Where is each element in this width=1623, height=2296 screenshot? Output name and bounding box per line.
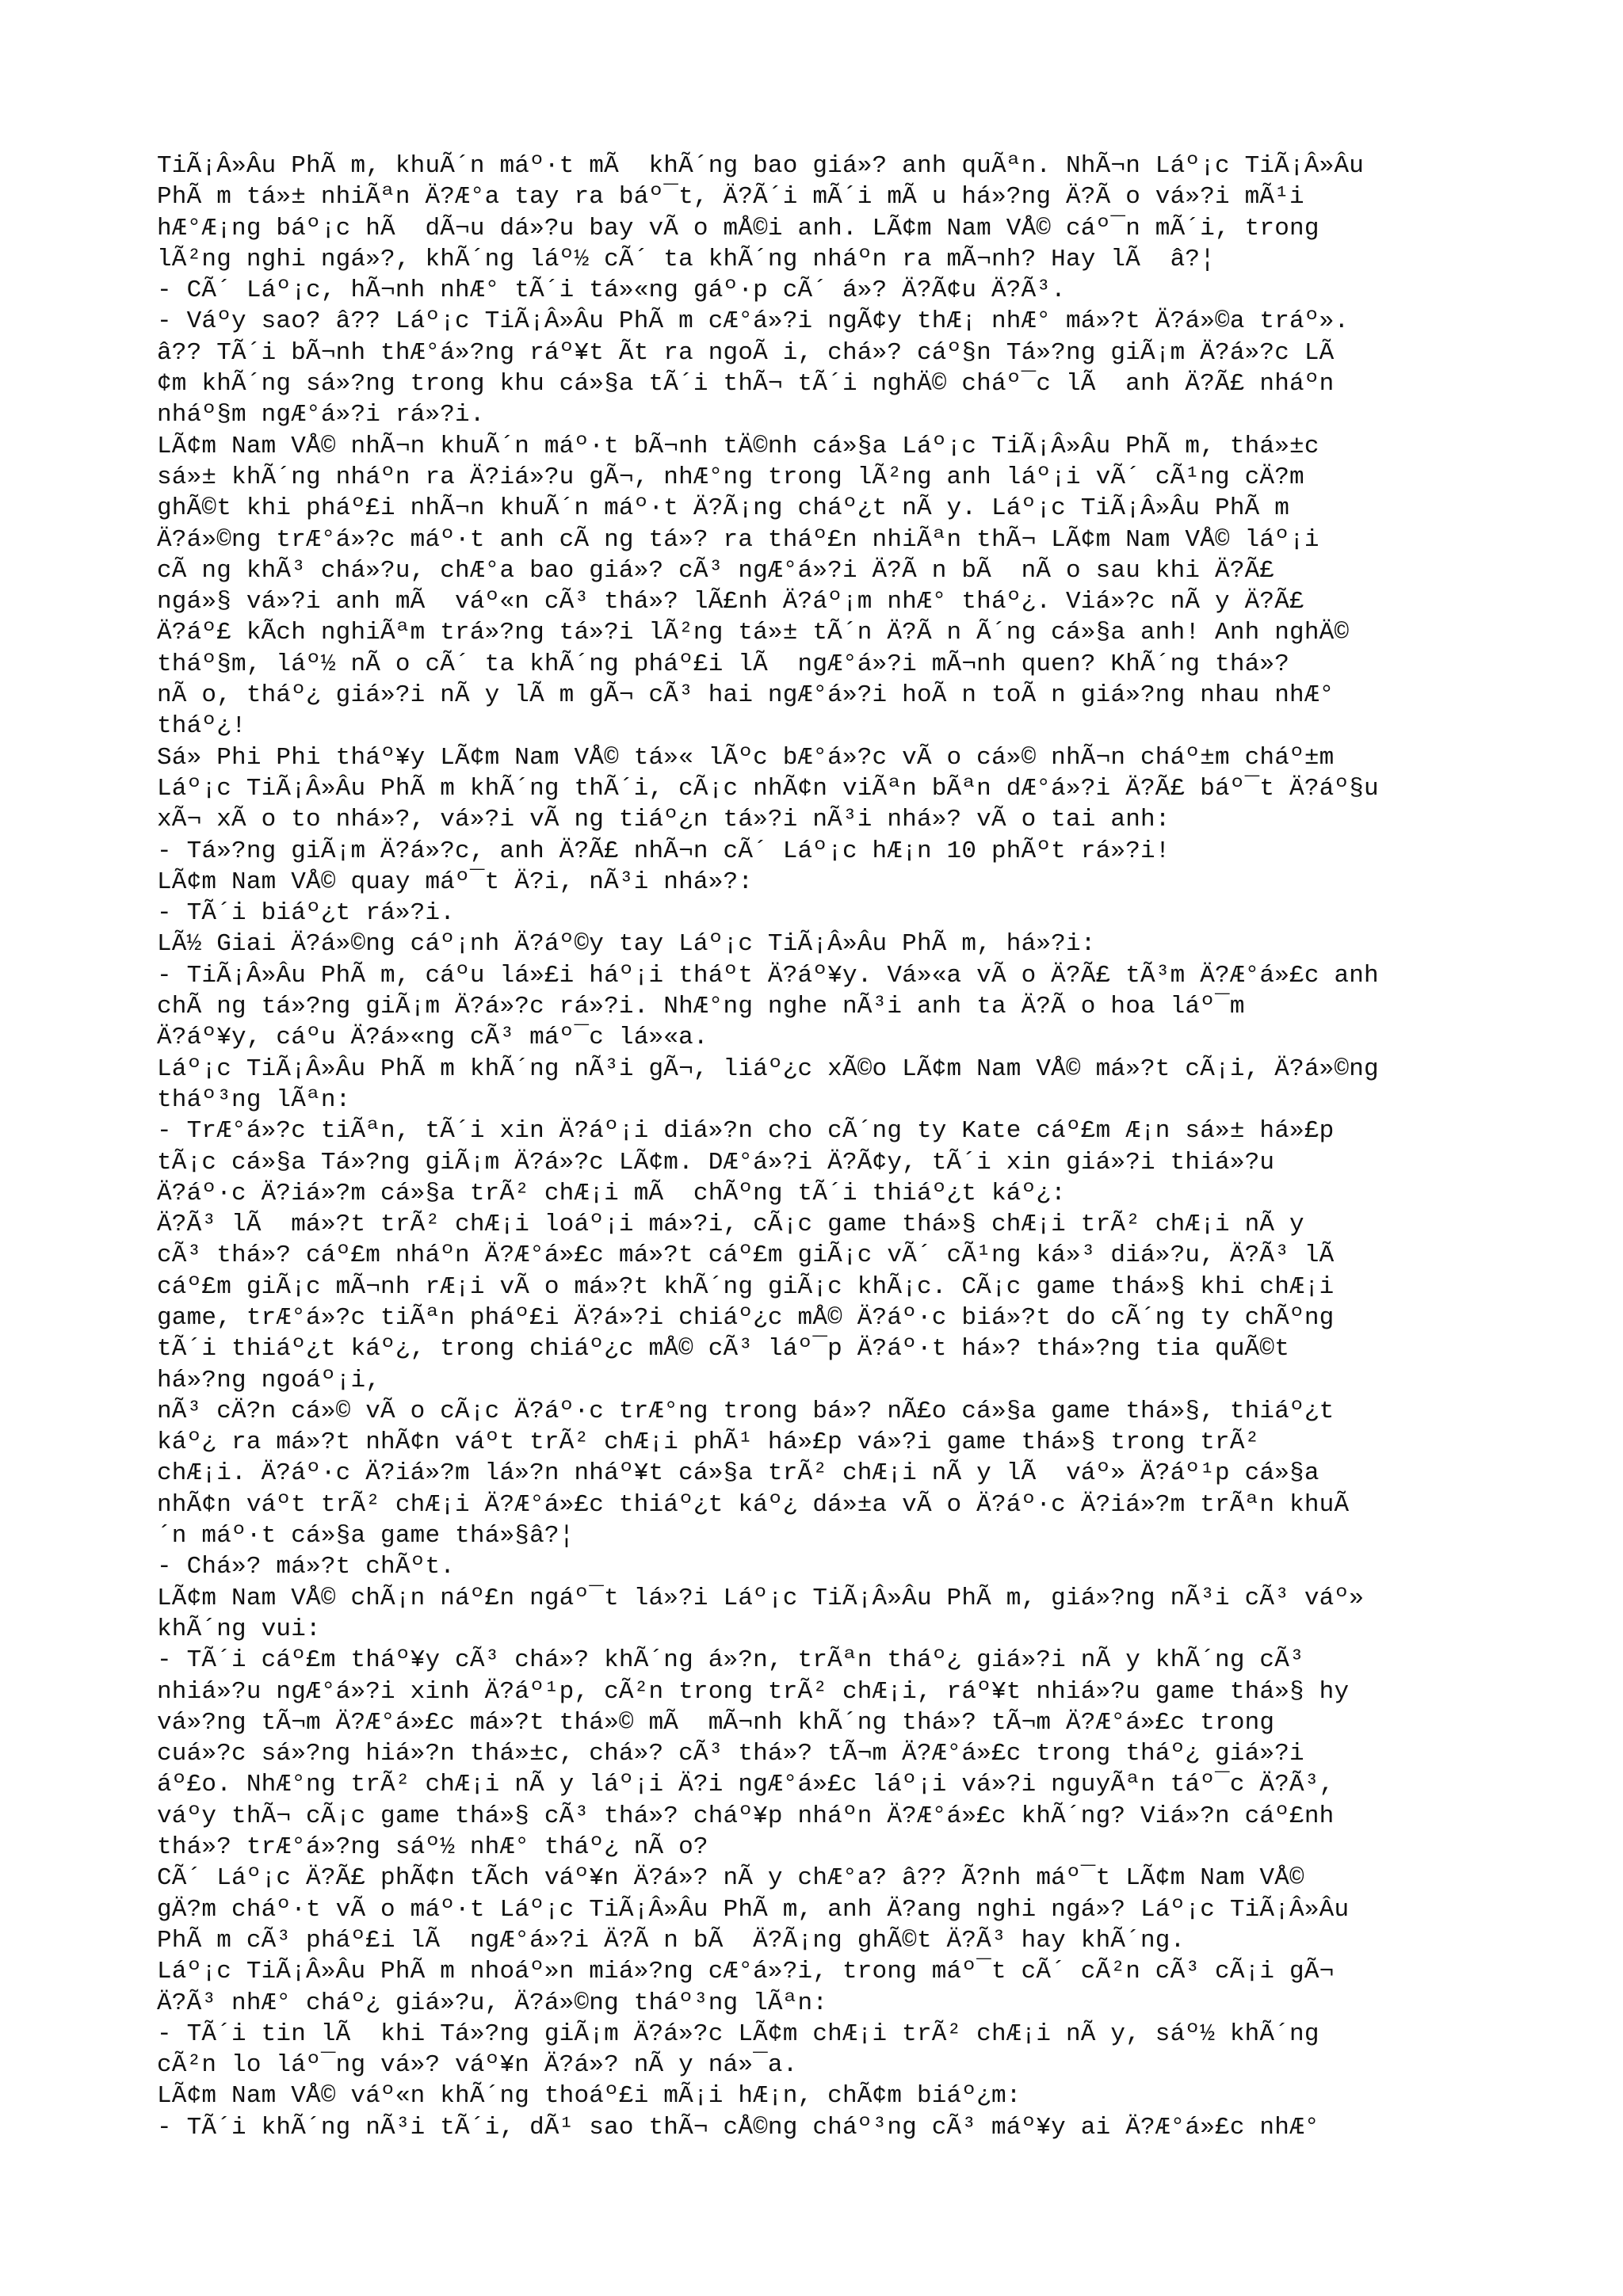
text-line: Sá» Phi Phi tháº¥y LÃ¢m Nam VÅ© tá»« lÃºc bÆ°á»?c vÃ o cá»© nhÃ¬n cháº±m cháº±m: [157, 743, 1335, 772]
text-line: LÃ¢m Nam VÅ© quay máº¯t Ä?i, nÃ³i nhá»?:: [157, 868, 754, 896]
text-line: LÃ½ Giai Ä?á»©ng cáº¡nh Ä?áº©y tay Láº¡c TiÃ¡Â»Âu PhÃ m, há»?i:: [157, 930, 1096, 959]
text-line: - Váºy sao? â?? Láº¡c TiÃ¡Â»Âu PhÃ m cÆ°á»?i ngÃ¢y thÆ¡ nhÆ° má»?t Ä?á»©a tráº».: [157, 307, 1350, 336]
text-line: Láº¡c TiÃ¡Â»Âu PhÃ m khÃ´ng nÃ³i gÃ¬, liáº¿c xÃ©o LÃ¢m Nam VÅ© má»?t cÃ¡i, Ä?á»©ng: [157, 1055, 1379, 1083]
text-line: Ä?Ã³ lÃ má»?t trÃ² chÆ¡i loáº¡i má»?i, cÃ¡c game thá»§ chÆ¡i trÃ² chÆ¡i nÃ y: [157, 1211, 1304, 1239]
text-line: gÄ?m cháº·t vÃ o máº·t Láº¡c TiÃ¡Â»Âu PhÃ m, anh Ä?ang nghi ngá»? Láº¡c TiÃ¡Â»Âu: [157, 1895, 1350, 1924]
text-line: Ä?áº£ kÃch nghiÃªm trá»?ng tá»?i lÃ²ng tá»± tÃ´n Ä?Ã n Ã´ng cá»§a anh! Anh nghÄ©: [157, 619, 1350, 647]
text-line: tháº³ng lÃªn:: [157, 1085, 351, 1114]
text-line: Ä?áº¥y, cáºu Ä?á»«ng cÃ³ máº¯c lá»«a.: [157, 1024, 708, 1052]
text-line: khÃ´ng vui:: [157, 1615, 321, 1643]
text-line: Ä?áº·c Ä?iá»?m cá»§a trÃ² chÆ¡i mÃ chÃºng tÃ´i thiáº¿t káº¿:: [157, 1179, 1066, 1207]
text-line: PhÃ m tá»± nhiÃªn Ä?Æ°a tay ra báº¯t, Ä?Ã´i mÃ´i mÃ u há»?ng Ä?Ã o vá»?i mÃ¹i: [157, 183, 1304, 212]
text-line: TiÃ¡Â»Âu PhÃ m, khuÃ´n máº·t mÃ khÃ´ng bao giá»? anh quÃªn. NhÃ¬n Láº¡c TiÃ¡Â»Âu: [157, 152, 1365, 180]
text-line: tÃ´i thiáº¿t káº¿, trong chiáº¿c mÅ© cÃ³ láº¯p Ä?áº·t há»? thá»?ng tia quÃ©t: [157, 1335, 1290, 1363]
text-line: ´n máº·t cá»§a game thá»§â?¦: [157, 1522, 575, 1550]
text-line: hÆ°Æ¡ng báº¡c hÃ dÃ¬u dá»?u bay vÃ o mÅ©i anh. LÃ¢m Nam VÅ© cáº¯n mÃ´i, trong: [157, 214, 1319, 242]
text-line: CÃ´ Láº¡c Ä?Ã£ phÃ¢n tÃch váº¥n Ä?á»? nÃ y chÆ°a? â?? Ã?nh máº¯t LÃ¢m Nam VÅ©: [157, 1864, 1304, 1893]
text-line: LÃ¢m Nam VÅ© nhÃ¬n khuÃ´n máº·t bÃ¬nh tÄ©nh cá»§a Láº¡c TiÃ¡Â»Âu PhÃ m, thá»±c: [157, 432, 1319, 460]
text-line: nhiá»?u ngÆ°á»?i xinh Ä?áº¹p, cÃ²n trong trÃ² chÆ¡i, ráº¥t nhiá»?u game thá»§ hy: [157, 1677, 1350, 1706]
text-line: - TiÃ¡Â»Âu PhÃ m, cáºu lá»£i háº¡i tháºt Ä?áº¥y. Vá»«a vÃ o Ä?Ã£ tÃ³m Ä?Æ°á»£c anh: [157, 961, 1379, 990]
text-line: tháº§m, láº½ nÃ o cÃ´ ta khÃ´ng pháº£i lÃ ngÆ°á»?i mÃ¬nh quen? KhÃ´ng thá»?: [157, 650, 1290, 678]
text-line: PhÃ m cÃ³ pháº£i lÃ ngÆ°á»?i Ä?Ã n bÃ Ä?Ã¡ng ghÃ©t Ä?Ã³ hay khÃ´ng.: [157, 1926, 1186, 1955]
text-line: LÃ¢m Nam VÅ© váº«n khÃ´ng thoáº£i mÃ¡i hÆ¡n, chÃ¢m biáº¿m:: [157, 2082, 1022, 2111]
text-line: - Chá»? má»?t chÃºt.: [157, 1553, 456, 1581]
text-line: áº£o. NhÆ°ng trÃ² chÆ¡i nÃ y láº¡i Ä?i ngÆ°á»£c láº¡i vá»?i nguyÃªn táº¯c Ä?Ã³,: [157, 1771, 1335, 1799]
text-line: Láº¡c TiÃ¡Â»Âu PhÃ m nhoáº»n miá»?ng cÆ°á»?i, trong máº¯t cÃ´ cÃ²n cÃ³ cÃ¡i gÃ¬: [157, 1958, 1335, 1986]
text-line: váºy thÃ¬ cÃ¡c game thá»§ cÃ³ thá»? cháº¥p nháºn Ä?Æ°á»£c khÃ´ng? Viá»?n cáº£nh: [157, 1802, 1335, 1830]
text-line: nÃ o, tháº¿ giá»?i nÃ y lÃ m gÃ¬ cÃ³ hai ngÆ°á»?i hoÃ n toÃ n giá»?ng nhau nhÆ°: [157, 681, 1335, 710]
text-line: chÃ ng tá»?ng giÃ¡m Ä?á»?c rá»?i. NhÆ°ng nghe nÃ³i anh ta Ä?Ã o hoa láº¯m: [157, 993, 1245, 1021]
text-line: sá»± khÃ´ng nháºn ra Ä?iá»?u gÃ¬, nhÆ°ng trong lÃ²ng anh láº¡i vÃ´ cÃ¹ng cÄ?m: [157, 463, 1304, 491]
text-line: - CÃ´ Láº¡c, hÃ¬nh nhÆ° tÃ´i tá»«ng gáº·p cÃ´ á»? Ä?Ã¢u Ä?Ã³.: [157, 277, 1066, 305]
text-line: cÃ³ thá»? cáº£m nháºn Ä?Æ°á»£c má»?t cáº£m giÃ¡c vÃ´ cÃ¹ng ká»³ diá»?u, Ä?Ã³ lÃ: [157, 1241, 1335, 1270]
text-line: Ä?á»©ng trÆ°á»?c máº·t anh cÃ ng tá»? ra tháº£n nhiÃªn thÃ¬ LÃ¢m Nam VÅ© láº¡i: [157, 525, 1319, 554]
text-line: nhÃ¢n váºt trÃ² chÆ¡i Ä?Æ°á»£c thiáº¿t káº¿ dá»±a vÃ o Ä?áº·c Ä?iá»?m trÃªn khuÃ: [157, 1490, 1350, 1519]
text-line: cÃ²n lo láº¯ng vá»? váº¥n Ä?á»? nÃ y ná»¯a.: [157, 2051, 798, 2080]
text-line: LÃ¢m Nam VÅ© chÃ¡n náº£n ngáº¯t lá»?i Láº¡c TiÃ¡Â»Âu PhÃ m, giá»?ng nÃ³i cÃ³ váº»: [157, 1584, 1365, 1612]
text-line: tÃ¡c cá»§a Tá»?ng giÃ¡m Ä?á»?c LÃ¢m. DÆ°á»?i Ä?Ã¢y, tÃ´i xin giá»?i thiá»?u: [157, 1148, 1275, 1177]
text-line: chÆ¡i. Ä?áº·c Ä?iá»?m lá»?n nháº¥t cá»§a trÃ² chÆ¡i nÃ y lÃ váº» Ä?áº¹p cá»§a: [157, 1459, 1319, 1488]
text-line: Ä?Ã³ nhÆ° cháº¿ giá»?u, Ä?á»©ng tháº³ng lÃªn:: [157, 1989, 828, 2017]
document-body: [157, 151, 1496, 2143]
text-line: cáº£m giÃ¡c mÃ¬nh rÆ¡i vÃ o má»?t khÃ´ng giÃ¡c khÃ¡c. CÃ¡c game thá»§ khi chÆ¡i: [157, 1272, 1335, 1301]
text-line: nháº§m ngÆ°á»?i rá»?i.: [157, 401, 485, 429]
text-line: - TÃ´i biáº¿t rá»?i.: [157, 899, 456, 928]
text-line: - TrÆ°á»?c tiÃªn, tÃ´i xin Ä?áº¡i diá»?n cho cÃ´ng ty Kate cáº£m Æ¡n sá»± há»£p: [157, 1117, 1335, 1146]
text-line: - TÃ´i cáº£m tháº¥y cÃ³ chá»? khÃ´ng á»?n, trÃªn tháº¿ giá»?i nÃ y khÃ´ng cÃ³: [157, 1646, 1304, 1675]
text-line: há»?ng ngoáº¡i,: [157, 1366, 381, 1394]
text-line: thá»? trÆ°á»?ng sáº½ nhÆ° tháº¿ nÃ o?: [157, 1833, 708, 1862]
text-line: ngá»§ vá»?i anh mÃ váº«n cÃ³ thá»? lÃ£nh Ä?áº¡m nhÆ° tháº¿. Viá»?c nÃ y Ä?Ã£: [157, 588, 1304, 616]
text-line: - Tá»?ng giÃ¡m Ä?á»?c, anh Ä?Ã£ nhÃ¬n cÃ´ Láº¡c hÆ¡n 10 phÃºt rá»?i!: [157, 837, 1170, 865]
text-line: â?? TÃ´i bÃ¬nh thÆ°á»?ng ráº¥t Ãt ra ngoÃ i, chá»? cáº§n Tá»?ng giÃ¡m Ä?á»?c LÃ: [157, 338, 1335, 367]
text-line: game, trÆ°á»?c tiÃªn pháº£i Ä?á»?i chiáº¿c mÅ© Ä?áº·c biá»?t do cÃ´ng ty chÃºng: [157, 1303, 1335, 1332]
text-line: káº¿ ra má»?t nhÃ¢n váºt trÃ² chÆ¡i phÃ¹ há»£p vá»?i game thá»§ trong trÃ²: [157, 1428, 1260, 1457]
text-line: Láº¡c TiÃ¡Â»Âu PhÃ m khÃ´ng thÃ´i, cÃ¡c nhÃ¢n viÃªn bÃªn dÆ°á»?i Ä?Ã£ báº¯t Ä?áº§u: [157, 774, 1379, 803]
text-line: cÃ ng khÃ³ chá»?u, chÆ°a bao giá»? cÃ³ ngÆ°á»?i Ä?Ã n bÃ nÃ o sau khi Ä?Ã£: [157, 556, 1275, 585]
text-line: xÃ¬ xÃ o to nhá»?, vá»?i vÃ ng tiáº¿n tá»?i nÃ³i nhá»? vÃ o tai anh:: [157, 806, 1170, 834]
text-line: nÃ³ cÄ?n cá»© vÃ o cÃ¡c Ä?áº·c trÆ°ng trong bá»? nÃ£o cá»§a game thá»§, thiáº¿t: [157, 1397, 1335, 1425]
text-line: ¢m khÃ´ng sá»?ng trong khu cá»§a tÃ´i thÃ¬ tÃ´i nghÄ© cháº¯c lÃ anh Ä?Ã£ nháºn: [157, 370, 1335, 399]
text-line: cuá»?c sá»?ng hiá»?n thá»±c, chá»? cÃ³ thá»? tÃ¬m Ä?Æ°á»£c trong tháº¿ giá»?i: [157, 1740, 1304, 1768]
text-line: - TÃ´i tin lÃ khi Tá»?ng giÃ¡m Ä?á»?c LÃ¢m chÆ¡i trÃ² chÆ¡i nÃ y, sáº½ khÃ´ng: [157, 2019, 1319, 2048]
text-line: ghÃ©t khi pháº£i nhÃ¬n khuÃ´n máº·t Ä?Ã¡ng cháº¿t nÃ y. Láº¡c TiÃ¡Â»Âu PhÃ m: [157, 494, 1290, 523]
text-line: - TÃ´i khÃ´ng nÃ³i tÃ´i, dÃ¹ sao thÃ¬ cÅ©ng cháº³ng cÃ³ máº¥y ai Ä?Æ°á»£c nhÆ°: [157, 2113, 1319, 2142]
text-line: tháº¿!: [157, 712, 246, 741]
text-line: vá»?ng tÃ¬m Ä?Æ°á»£c má»?t thá»© mÃ mÃ¬nh khÃ´ng thá»? tÃ¬m Ä?Æ°á»£c trong: [157, 1708, 1275, 1737]
text-line: lÃ²ng nghi ngá»?, khÃ´ng láº½ cÃ´ ta khÃ´ng nháºn ra mÃ¬nh? Hay lÃ â?¦: [157, 245, 1216, 273]
